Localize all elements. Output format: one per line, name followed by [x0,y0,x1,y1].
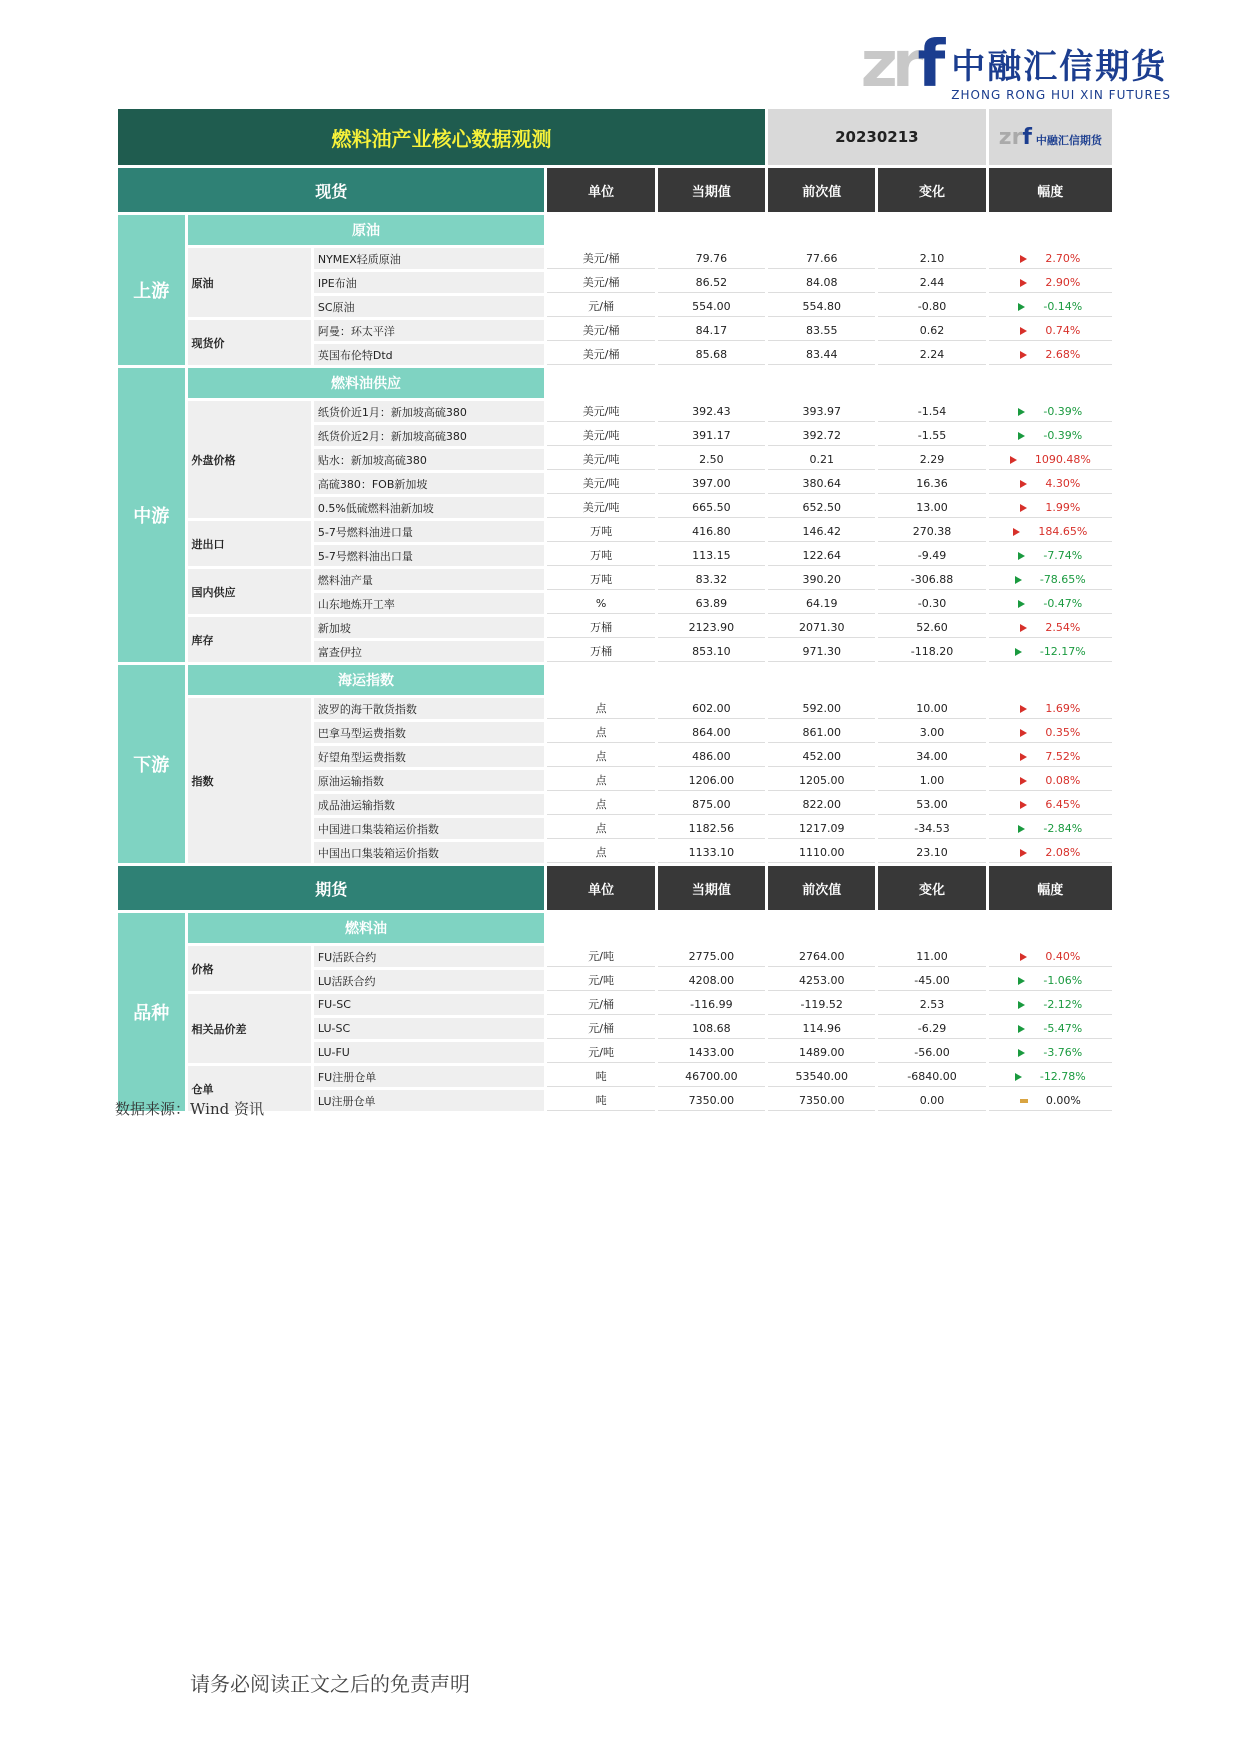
row-unit: 点 [547,842,654,863]
row-category: 进出口 [188,521,311,566]
row-current: 554.00 [658,296,765,317]
trend-arrow-icon [1020,753,1027,761]
row-current: 416.80 [658,521,765,542]
row-unit: 元/吨 [547,1042,654,1063]
trend-arrow-icon [1020,705,1027,713]
row-unit: 元/桶 [547,296,654,317]
row-percent: -0.14% [989,296,1112,317]
row-unit: 点 [547,818,654,839]
row-category: 价格 [188,946,311,991]
row-change: -9.49 [878,545,985,566]
row-name: 好望角型运费指数 [314,746,545,767]
trend-arrow-icon [1015,648,1022,656]
row-percent: -12.17% [989,641,1112,662]
row-percent: -3.76% [989,1042,1112,1063]
row-change: -0.80 [878,296,985,317]
trend-arrow-icon [1020,504,1027,512]
row-percent: 4.30% [989,473,1112,494]
row-change: 2.53 [878,994,985,1015]
row-percent: 7.52% [989,746,1112,767]
small-logo: zrf 中融汇信期货 [989,109,1112,165]
row-unit: % [547,593,654,614]
row-name: SC原油 [314,296,545,317]
row-percent: 0.00% [989,1090,1112,1111]
row-current: 1182.56 [658,818,765,839]
spacer [547,215,654,245]
row-previous: 652.50 [768,497,875,518]
column-header-unit: 单位 [547,866,654,910]
row-name: LU-FU [314,1042,545,1063]
column-header-unit: 单位 [547,168,654,212]
row-name: 波罗的海干散货指数 [314,698,545,719]
row-percent: 1.99% [989,497,1112,518]
logo-chinese-name: 中融汇信期货 [951,47,1168,87]
row-previous: 83.55 [768,320,875,341]
trend-arrow-icon [1020,327,1027,335]
row-previous: 2764.00 [768,946,875,967]
row-current: 108.68 [658,1018,765,1039]
row-name: 中国出口集装箱运价指数 [314,842,545,863]
row-previous: 1110.00 [768,842,875,863]
row-unit: 美元/桶 [547,320,654,341]
table-row [118,698,1112,719]
row-previous: 53540.00 [768,1066,875,1087]
row-change: 34.00 [878,746,985,767]
trend-arrow-icon [1015,576,1022,584]
row-unit: 美元/吨 [547,473,654,494]
spacer [547,913,654,943]
stage-label: 上游 [118,215,185,365]
row-current: 853.10 [658,641,765,662]
trend-arrow-icon [1020,255,1027,263]
report-title: 燃料油产业核心数据观测 [118,109,765,165]
row-current: 1433.00 [658,1042,765,1063]
row-previous: 122.64 [768,545,875,566]
row-change: 13.00 [878,497,985,518]
spacer [658,665,765,695]
row-percent: 184.65% [989,521,1112,542]
row-name: LU注册仓单 [314,1090,545,1111]
row-category: 国内供应 [188,569,311,614]
trend-arrow-icon [1020,279,1027,287]
row-percent: 2.54% [989,617,1112,638]
row-change: 2.29 [878,449,985,470]
row-unit: 美元/桶 [547,272,654,293]
row-percent: -0.39% [989,425,1112,446]
row-previous: -119.52 [768,994,875,1015]
row-change: 23.10 [878,842,985,863]
row-previous: 84.08 [768,272,875,293]
row-name: 英国布伦特Dtd [314,344,545,365]
row-percent: 2.70% [989,248,1112,269]
trend-arrow-icon [1018,408,1025,416]
row-name: 成品油运输指数 [314,794,545,815]
spacer [768,665,875,695]
column-header-chg: 变化 [878,168,985,212]
column-header-prev: 前次值 [768,866,875,910]
trend-arrow-icon [1020,351,1027,359]
logo-english-name: ZHONG RONG HUI XIN FUTURES [951,88,1171,102]
trend-arrow-icon [1013,528,1020,536]
row-change: 16.36 [878,473,985,494]
row-unit: 万吨 [547,545,654,566]
row-percent: 1090.48% [989,449,1112,470]
row-change: 0.62 [878,320,985,341]
disclaimer: 请务必阅读正文之后的免责声明 [190,1672,470,1696]
spacer [547,368,654,398]
row-percent: -0.47% [989,593,1112,614]
data-table [115,106,1115,1114]
company-logo [861,28,1171,102]
row-category: 指数 [188,698,311,863]
table-row [118,401,1112,422]
row-name: LU活跃合约 [314,970,545,991]
row-change: -45.00 [878,970,985,991]
row-previous: 77.66 [768,248,875,269]
row-change: -0.30 [878,593,985,614]
row-current: 4208.00 [658,970,765,991]
row-previous: 114.96 [768,1018,875,1039]
row-change: -1.55 [878,425,985,446]
stage-label: 品种 [118,913,185,1111]
row-name: 富查伊拉 [314,641,545,662]
trend-arrow-icon [1018,432,1025,440]
row-category: 相关品价差 [188,994,311,1063]
row-current: 864.00 [658,722,765,743]
row-name: FU注册仓单 [314,1066,545,1087]
spacer [658,368,765,398]
row-change: -34.53 [878,818,985,839]
table-row [118,1066,1112,1087]
spacer [768,215,875,245]
table-row [118,617,1112,638]
row-unit: 美元/吨 [547,425,654,446]
column-header-cur: 当期值 [658,866,765,910]
row-change: 53.00 [878,794,985,815]
row-current: 7350.00 [658,1090,765,1111]
row-previous: 64.19 [768,593,875,614]
row-current: 84.17 [658,320,765,341]
row-name: 新加坡 [314,617,545,638]
row-unit: 万吨 [547,569,654,590]
column-header-pct: 幅度 [989,168,1112,212]
spacer [768,913,875,943]
row-category: 外盘价格 [188,401,311,518]
row-percent: -0.39% [989,401,1112,422]
table-row [118,569,1112,590]
spacer [768,368,875,398]
row-unit: 元/桶 [547,1018,654,1039]
row-change: 10.00 [878,698,985,719]
row-percent: -1.06% [989,970,1112,991]
row-unit: 元/吨 [547,970,654,991]
trend-arrow-icon [1010,456,1017,464]
row-previous: 822.00 [768,794,875,815]
row-current: 79.76 [658,248,765,269]
row-name: 中国进口集装箱运价指数 [314,818,545,839]
row-change: -6.29 [878,1018,985,1039]
row-current: 86.52 [658,272,765,293]
row-unit: 万桶 [547,617,654,638]
spacer [989,913,1112,943]
row-unit: 万桶 [547,641,654,662]
row-change: 2.44 [878,272,985,293]
row-name: 贴水：新加坡高硫380 [314,449,545,470]
trend-arrow-icon [1018,1025,1025,1033]
row-previous: 592.00 [768,698,875,719]
row-current: -116.99 [658,994,765,1015]
row-current: 2.50 [658,449,765,470]
trend-arrow-icon [1020,777,1027,785]
trend-arrow-icon [1020,801,1027,809]
row-previous: 1205.00 [768,770,875,791]
spacer [878,215,985,245]
trend-arrow-icon [1018,1049,1025,1057]
table-row [118,521,1112,542]
trend-arrow-icon [1018,600,1025,608]
row-change: 3.00 [878,722,985,743]
report-date: 20230213 [768,109,986,165]
spacer [878,368,985,398]
row-current: 875.00 [658,794,765,815]
row-category: 现货价 [188,320,311,365]
row-change: -1.54 [878,401,985,422]
section-header: 现货 [118,168,544,212]
row-current: 46700.00 [658,1066,765,1087]
column-header-cur: 当期值 [658,168,765,212]
spacer [658,215,765,245]
row-name: 燃料油产量 [314,569,545,590]
column-header-pct: 幅度 [989,866,1112,910]
spacer [989,665,1112,695]
row-change: 2.24 [878,344,985,365]
row-previous: 971.30 [768,641,875,662]
row-percent: 0.08% [989,770,1112,791]
row-previous: 390.20 [768,569,875,590]
row-unit: 美元/桶 [547,248,654,269]
row-unit: 吨 [547,1090,654,1111]
row-percent: -2.12% [989,994,1112,1015]
row-unit: 美元/桶 [547,344,654,365]
data-source: 数据来源：Wind 资讯 [115,1100,264,1118]
row-previous: 0.21 [768,449,875,470]
trend-arrow-icon [1018,977,1025,985]
row-category: 仓单 [188,1066,311,1111]
row-current: 85.68 [658,344,765,365]
row-unit: 元/桶 [547,994,654,1015]
row-name: IPE布油 [314,272,545,293]
row-current: 391.17 [658,425,765,446]
spacer [878,665,985,695]
row-current: 665.50 [658,497,765,518]
row-name: 阿曼：环太平洋 [314,320,545,341]
row-previous: 392.72 [768,425,875,446]
row-percent: 0.40% [989,946,1112,967]
trend-arrow-icon [1020,729,1027,737]
row-name: 纸货价近1月：新加坡高硫380 [314,401,545,422]
column-header-prev: 前次值 [768,168,875,212]
row-percent: 2.68% [989,344,1112,365]
trend-arrow-icon [1018,303,1025,311]
row-change: 52.60 [878,617,985,638]
row-previous: 1217.09 [768,818,875,839]
stage-subheader: 燃料油供应 [188,368,545,398]
trend-arrow-icon [1018,552,1025,560]
row-name: 5-7号燃料油出口量 [314,545,545,566]
row-change: -118.20 [878,641,985,662]
spacer [547,665,654,695]
spacer [658,913,765,943]
table-row [118,946,1112,967]
row-unit: 元/吨 [547,946,654,967]
trend-arrow-icon [1020,480,1027,488]
row-change: -56.00 [878,1042,985,1063]
row-name: 巴拿马型运费指数 [314,722,545,743]
row-current: 602.00 [658,698,765,719]
row-unit: 点 [547,722,654,743]
row-current: 1206.00 [658,770,765,791]
row-name: FU-SC [314,994,545,1015]
row-current: 113.15 [658,545,765,566]
row-name: LU-SC [314,1018,545,1039]
row-percent: 1.69% [989,698,1112,719]
table-row [118,320,1112,341]
row-current: 392.43 [658,401,765,422]
row-unit: 万吨 [547,521,654,542]
section-header: 期货 [118,866,544,910]
row-current: 2775.00 [658,946,765,967]
row-change: 11.00 [878,946,985,967]
row-previous: 554.80 [768,296,875,317]
table-row [118,994,1112,1015]
row-current: 397.00 [658,473,765,494]
row-unit: 美元/吨 [547,401,654,422]
row-unit: 美元/吨 [547,497,654,518]
row-change: -6840.00 [878,1066,985,1087]
row-previous: 1489.00 [768,1042,875,1063]
trend-arrow-icon [1020,624,1027,632]
row-previous: 146.42 [768,521,875,542]
trend-arrow-icon [1020,1099,1028,1103]
row-percent: 6.45% [989,794,1112,815]
row-name: 山东地炼开工率 [314,593,545,614]
row-previous: 4253.00 [768,970,875,991]
trend-arrow-icon [1018,825,1025,833]
row-name: 高硫380：FOB新加坡 [314,473,545,494]
row-previous: 7350.00 [768,1090,875,1111]
row-unit: 点 [547,794,654,815]
row-percent: -5.47% [989,1018,1112,1039]
row-name: 5-7号燃料油进口量 [314,521,545,542]
row-percent: -78.65% [989,569,1112,590]
row-name: 原油运输指数 [314,770,545,791]
row-current: 83.32 [658,569,765,590]
spacer [878,913,985,943]
row-name: 0.5%低硫燃料油新加坡 [314,497,545,518]
row-percent: -7.74% [989,545,1112,566]
row-previous: 393.97 [768,401,875,422]
logo-mark: zrf [860,28,940,102]
row-change: 270.38 [878,521,985,542]
stage-subheader: 原油 [188,215,545,245]
row-category: 库存 [188,617,311,662]
row-previous: 452.00 [768,746,875,767]
trend-arrow-icon [1018,1001,1025,1009]
row-name: FU活跃合约 [314,946,545,967]
stage-subheader: 燃料油 [188,913,545,943]
stage-subheader: 海运指数 [188,665,545,695]
row-current: 63.89 [658,593,765,614]
spacer [989,215,1112,245]
row-current: 1133.10 [658,842,765,863]
trend-arrow-icon [1020,953,1027,961]
row-percent: 2.90% [989,272,1112,293]
row-change: -306.88 [878,569,985,590]
row-percent: 0.74% [989,320,1112,341]
row-previous: 861.00 [768,722,875,743]
row-current: 2123.90 [658,617,765,638]
row-category: 原油 [188,248,311,317]
row-name: 纸货价近2月：新加坡高硫380 [314,425,545,446]
row-previous: 2071.30 [768,617,875,638]
row-unit: 吨 [547,1066,654,1087]
stage-label: 下游 [118,665,185,863]
row-percent: 0.35% [989,722,1112,743]
trend-arrow-icon [1020,849,1027,857]
trend-arrow-icon [1015,1073,1022,1081]
spacer [989,368,1112,398]
row-unit: 点 [547,746,654,767]
row-percent: -12.78% [989,1066,1112,1087]
row-change: 1.00 [878,770,985,791]
row-unit: 点 [547,770,654,791]
row-unit: 点 [547,698,654,719]
row-previous: 83.44 [768,344,875,365]
row-name: NYMEX轻质原油 [314,248,545,269]
table-row [118,248,1112,269]
column-header-chg: 变化 [878,866,985,910]
row-percent: -2.84% [989,818,1112,839]
row-unit: 美元/吨 [547,449,654,470]
row-change: 2.10 [878,248,985,269]
row-previous: 380.64 [768,473,875,494]
row-change: 0.00 [878,1090,985,1111]
stage-label: 中游 [118,368,185,662]
row-percent: 2.08% [989,842,1112,863]
row-current: 486.00 [658,746,765,767]
